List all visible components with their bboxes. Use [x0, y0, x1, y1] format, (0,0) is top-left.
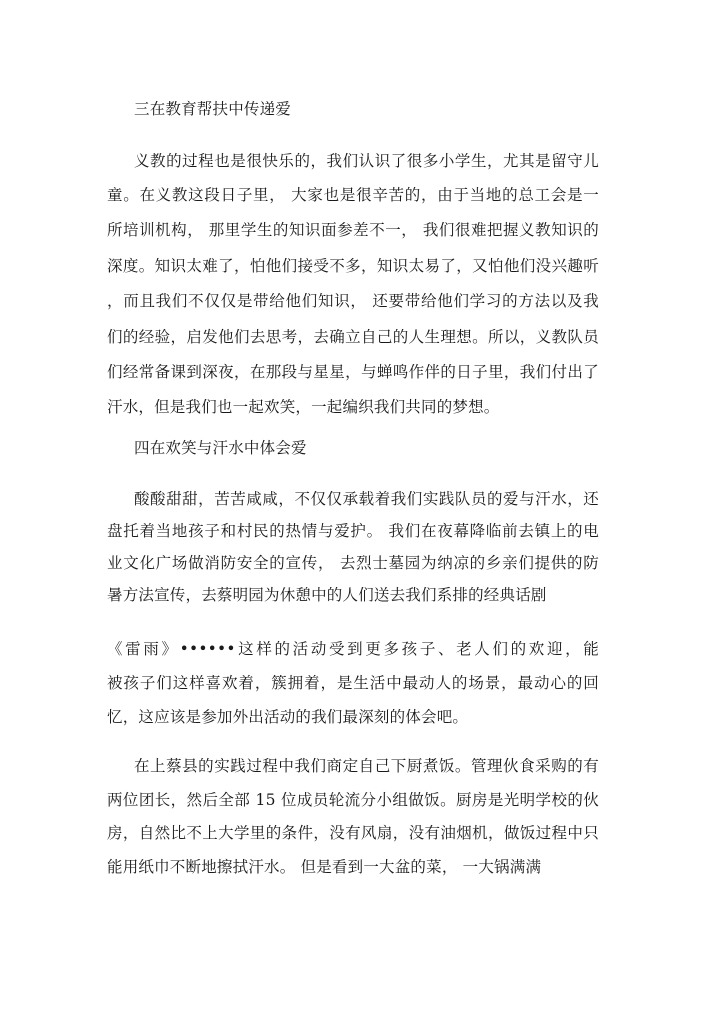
paragraph-line: 们经常备课到深夜，在那段与星星，与蝉鸣作伴的日子里，我们付出了: [107, 363, 599, 381]
paragraph-line: 所培训机构， 那里学生的知识面参差不一， 我们很难把握义教知识的: [107, 221, 599, 239]
paragraph-line: 《雷雨》••••••这样的活动受到更多孩子、老人们的欢迎，能: [107, 640, 599, 658]
paragraph-line: 能用纸巾不断地擦拭汗水。 但是看到一大盆的菜， 一大锅满满: [107, 858, 542, 876]
paragraph-line: 两位团长，然后全部 15 位成员轮流分小组做饭。厨房是光明学校的伙: [107, 791, 599, 809]
paragraph-line: 们的经验，启发他们去思考，去确立自己的人生理想。所以，义教队员: [107, 328, 599, 346]
paragraph-line: 忆，这应该是参加外出活动的我们最深刻的体会吧。: [107, 708, 469, 726]
paragraph-line: 义教的过程也是很快乐的，我们认识了很多小学生，尤其是留守儿: [134, 152, 599, 170]
paragraph-line: ，而且我们不仅仅是带给他们知识， 还要带给他们学习的方法以及我: [107, 292, 599, 310]
paragraph-line: 房，自然比不上大学里的条件，没有风扇，没有油烟机，做饭过程中只: [107, 824, 599, 842]
paragraph-line: 在上蔡县的实践过程中我们商定自己下厨煮饭。管理伙食采购的有: [134, 757, 599, 775]
paragraph-line: 业文化广场做消防安全的宣传， 去烈士墓园为纳凉的乡亲们提供的防: [107, 554, 599, 572]
paragraph-line: 暑方法宣传，去蔡明园为休憩中的人们送去我们系排的经典话剧: [107, 586, 547, 604]
section-heading-3: 三在教育帮扶中传递爱: [134, 100, 292, 118]
paragraph-line: 被孩子们这样喜欢着，簇拥着，是生活中最动人的场景，最动心的回: [107, 674, 599, 692]
paragraph-line: 童。在义教这段日子里， 大家也是很辛苦的，由于当地的总工会是一: [107, 186, 599, 204]
section-heading-4: 四在欢笑与汗水中体会爱: [134, 439, 307, 457]
paragraph-line: 深度。知识太难了，怕他们接受不多，知识太易了，又怕他们没兴趣听: [107, 257, 599, 275]
paragraph-line: 汗水，但是我们也一起欢笑，一起编织我们共同的梦想。: [107, 398, 500, 416]
paragraph-line: 盘托着当地孩子和村民的热情与爱护。 我们在夜幕降临前去镇上的电: [107, 522, 599, 540]
paragraph-line: 酸酸甜甜，苦苦咸咸，不仅仅承载着我们实践队员的爱与汗水，还: [134, 490, 599, 508]
